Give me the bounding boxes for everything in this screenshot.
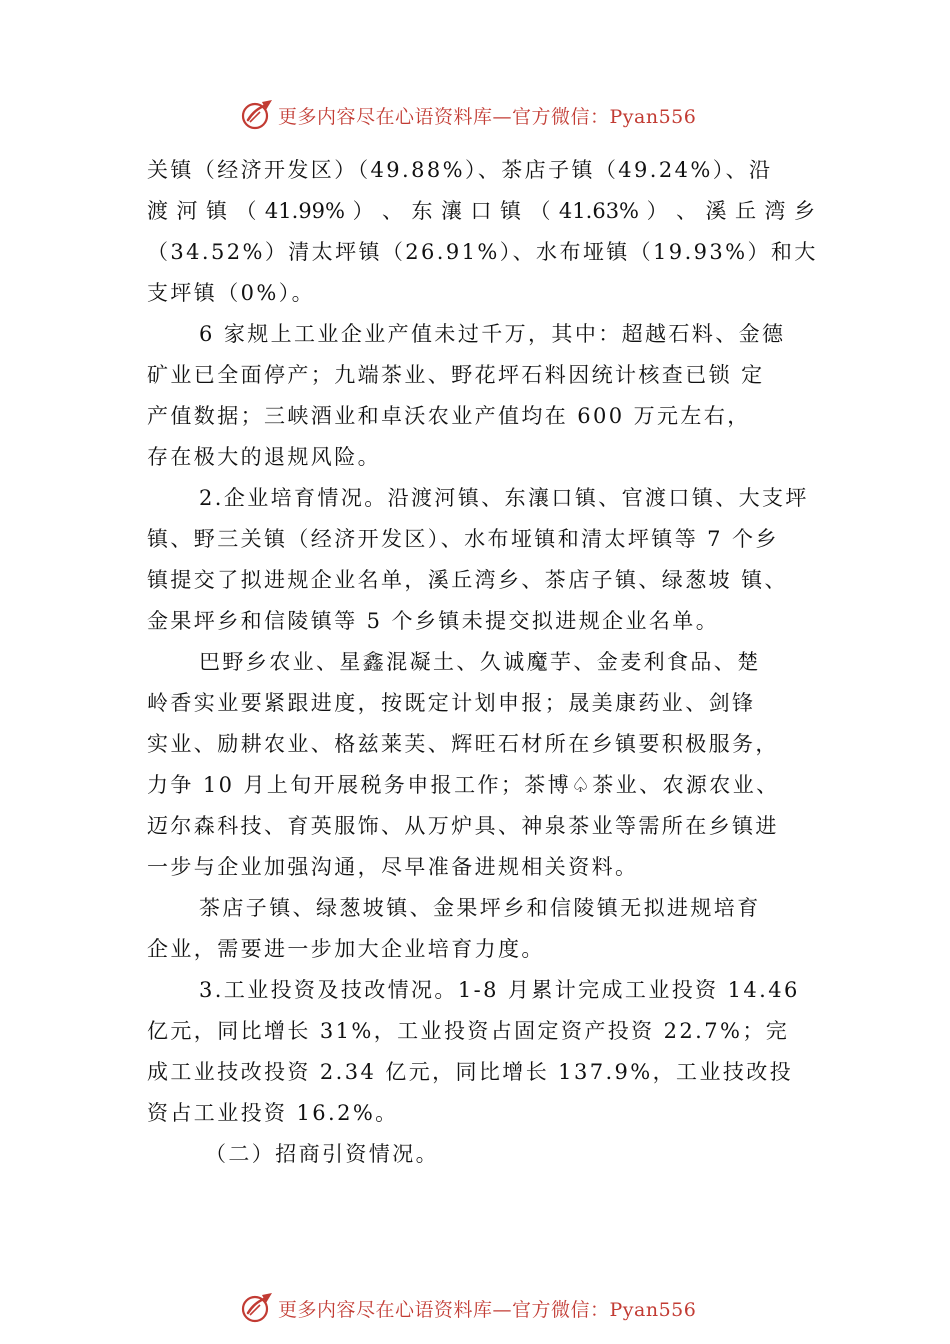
text-line: 支坪镇（0%）。 [147, 281, 316, 305]
text-line: 渡 河 镇 （ 41.99% ） 、 东 瀼 口 镇 （ 41.63% ） 、 溪 丘 湾 乡 [147, 199, 815, 223]
text-line: 产值数据；三峡酒业和卓沃农业产值均在 600 万元左右， [147, 404, 751, 428]
text-line: 岭香实业要紧跟进度，按既定计划申报；晟美康药业、剑锋 [147, 691, 756, 715]
text-line: 一步与企业加强沟通，尽早准备进规相关资料。 [147, 855, 639, 879]
paragraph-start: 6 家规上工业企业产值未过千万，其中：超越石料、金德 [199, 322, 786, 346]
text-line: 存在极大的退规风险。 [147, 445, 381, 469]
text-line: 镇提交了拟进规企业名单，溪丘湾乡、茶店子镇、绿葱坡 镇、 [147, 568, 788, 592]
section-heading: （二）招商引资情况。 [205, 1142, 439, 1166]
wechat-id: Pyan556 [609, 105, 697, 128]
header-banner [240, 98, 696, 132]
footer-banner [240, 1291, 696, 1325]
text-line: 成工业技改投资 2.34 亿元，同比增长 137.9%，工业技改投 [147, 1060, 794, 1084]
text-line: 亿元，同比增长 31%，工业投资占固定资产投资 22.7%；完 [147, 1019, 790, 1043]
text-line: 实业、励耕农业、格兹莱芙、辉旺石材所在乡镇要积极服务， [147, 732, 779, 756]
paragraph-start: 巴野乡农业、星鑫混凝土、久诚魔芋、金麦利食品、楚 [199, 650, 761, 674]
pen-logo-icon [240, 1291, 274, 1325]
paragraph-start: 3.工业投资及技改情况。1-8 月累计完成工业投资 14.46 [199, 978, 800, 1002]
text-line: 镇、野三关镇（经济开发区）、水布垭镇和清太坪镇等 7 个乡 [147, 527, 779, 551]
text-line: 资占工业投资 16.2%。 [147, 1101, 399, 1125]
paragraph-start: 茶店子镇、绿葱坡镇、金果坪乡和信陵镇无拟进规培育 [199, 896, 761, 920]
text-line: 关镇（经济开发区）（49.88%）、茶店子镇（49.24%）、沿 [147, 158, 773, 182]
text-line: 企业，需要进一步加大企业培育力度。 [147, 937, 545, 961]
text-line: 迈尔森科技、育英服饰、从万炉具、神泉茶业等需所在乡镇进 [147, 814, 779, 838]
text-line: 矿业已全面停产；九端茶业、野花坪石料因统计核查已锁 定 [147, 363, 765, 387]
banner-text: 更多内容尽在心语资料库—官方微信：Pyan556 [278, 1298, 697, 1321]
paragraph-start: 2.企业培育情况。沿渡河镇、东瀼口镇、官渡口镇、大支坪 [199, 486, 809, 510]
banner-text: 更多内容尽在心语资料库—官方微信：Pyan556 [278, 105, 697, 128]
pen-logo-icon [240, 98, 274, 132]
text-line: 金果坪乡和信陵镇等 5 个乡镇未提交拟进规企业名单。 [147, 609, 720, 633]
wechat-id: Pyan556 [609, 1298, 697, 1321]
document-body [147, 150, 818, 1175]
text-line: 力争 10 月上旬开展税务申报工作；茶博♤茶业、农源农业、 [147, 773, 780, 797]
text-line: （34.52%）清太坪镇（26.91%）、水布垭镇（19.93%）和大 [147, 240, 818, 264]
